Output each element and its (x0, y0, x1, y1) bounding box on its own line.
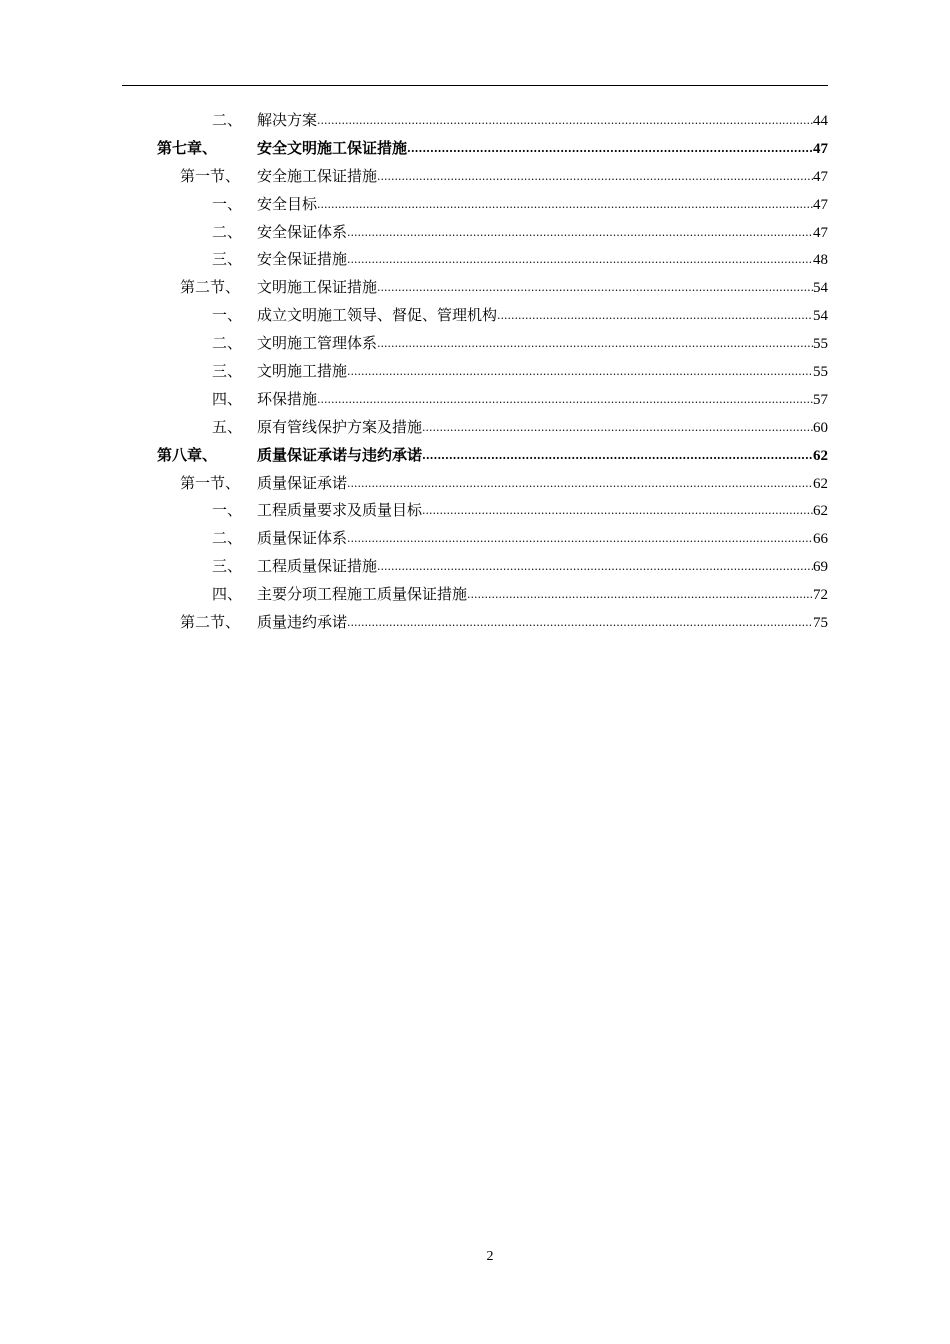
toc-entry-number: 一、 (212, 306, 243, 325)
toc-entry-page: 55 (813, 364, 828, 381)
toc-entry-page: 62 (813, 503, 828, 520)
toc-dot-leader (422, 442, 813, 470)
toc-entry-number: 一、 (212, 501, 243, 520)
toc-entry-number: 第二节、 (180, 613, 241, 632)
header-rule (122, 85, 828, 86)
toc-entry-item[interactable] (0, 358, 950, 386)
toc-entry-title: 文明施工措施 (257, 362, 348, 381)
toc-entry-line (257, 470, 828, 499)
toc-entry-page: 72 (813, 587, 828, 604)
toc-entry-title: 质量保证承诺 (257, 473, 348, 492)
toc-entry-page: 44 (813, 113, 828, 129)
toc-entry-line (257, 274, 828, 303)
toc-entry-line (257, 386, 828, 415)
toc-dot-leader (347, 358, 813, 386)
toc-entry-item[interactable] (0, 191, 950, 219)
toc-entry-number: 一、 (212, 194, 243, 213)
toc-entry-page: 47 (813, 196, 828, 213)
toc-entry-chapter[interactable] (0, 135, 950, 163)
toc-entry-line (257, 442, 828, 471)
toc-entry-line (257, 302, 828, 331)
toc-entry-number: 二、 (212, 111, 243, 129)
toc-entry-section[interactable] (0, 163, 950, 191)
toc-dot-leader (422, 414, 813, 442)
toc-entry-title: 原有管线保护方案及措施 (257, 417, 423, 436)
toc-entry-section[interactable] (0, 274, 950, 302)
toc-entry-line (257, 330, 828, 359)
toc-entry-number: 五、 (212, 417, 243, 436)
toc-entry-title: 工程质量要求及质量目标 (257, 501, 423, 520)
toc-entry-page: 62 (813, 475, 828, 492)
toc-entry-title: 质量保证体系 (257, 529, 348, 548)
toc-entry-number: 四、 (212, 585, 243, 604)
toc-entry-number: 三、 (212, 557, 243, 576)
toc-dot-leader (407, 135, 813, 163)
toc-entry-section[interactable] (0, 609, 950, 637)
toc-entry-page: 47 (813, 140, 828, 157)
toc-entry-line (257, 191, 828, 220)
page-number: 2 (486, 1249, 494, 1264)
toc-entry-item[interactable] (0, 330, 950, 358)
toc-entry-item[interactable] (0, 246, 950, 274)
toc-entry-page: 62 (813, 447, 828, 464)
toc-entry-number: 二、 (212, 334, 243, 353)
toc-entry-page: 47 (813, 168, 828, 185)
toc-entry-item[interactable] (0, 219, 950, 247)
toc-entry-page: 69 (813, 559, 828, 576)
toc-entry-line (257, 246, 828, 275)
toc-dot-leader (347, 219, 813, 247)
toc-entry-item[interactable] (0, 302, 950, 330)
toc-dot-leader (317, 107, 813, 135)
toc-dot-leader (377, 274, 813, 302)
toc-entry-title: 安全施工保证措施 (257, 166, 378, 185)
toc-dot-leader (422, 497, 813, 525)
toc-entry-line (257, 553, 828, 582)
toc-entry-line (257, 107, 828, 136)
toc-entry-title: 成立文明施工领导、督促、管理机构 (257, 306, 498, 325)
toc-entry-title: 工程质量保证措施 (257, 557, 378, 576)
toc-entry-section[interactable] (0, 470, 950, 498)
toc-entry-title: 质量保证承诺与违约承诺 (257, 445, 423, 464)
toc-entry-title: 安全保证措施 (257, 250, 348, 269)
toc-entry-line (257, 414, 828, 443)
toc-entry-page: 47 (813, 224, 828, 241)
toc-entry-line (257, 219, 828, 248)
toc-entry-chapter[interactable] (0, 442, 950, 470)
toc-entry-title: 文明施工管理体系 (257, 334, 378, 353)
toc-dot-leader (377, 553, 813, 581)
toc-dot-leader (347, 470, 813, 498)
toc-dot-leader (377, 330, 813, 358)
toc-dot-leader (467, 581, 813, 609)
toc-entry-item[interactable] (0, 386, 950, 414)
toc-entry-number: 第七章、 (157, 138, 218, 157)
toc-entry-line (257, 525, 828, 554)
toc-entry-line (257, 135, 828, 164)
toc-entry-page: 54 (813, 280, 828, 297)
toc-entry-page: 55 (813, 336, 828, 353)
toc-dot-leader (347, 525, 813, 553)
toc-entry-item[interactable] (0, 525, 950, 553)
toc-entry-item[interactable] (0, 553, 950, 581)
toc-dot-leader (317, 386, 813, 414)
toc-entry-page: 57 (813, 391, 828, 408)
toc-entry-number: 第八章、 (157, 445, 218, 464)
toc-entry-title: 文明施工保证措施 (257, 278, 378, 297)
toc-dot-leader (347, 246, 813, 274)
toc-entry-number: 三、 (212, 250, 243, 269)
toc-entry-title: 解决方案 (257, 111, 318, 129)
toc-entry-number: 三、 (212, 362, 243, 381)
toc-entry-title: 安全目标 (257, 194, 318, 213)
toc-entry-number: 第一节、 (180, 166, 241, 185)
toc-entry-number: 二、 (212, 529, 243, 548)
toc-entry-line (257, 609, 828, 638)
toc-dot-leader (377, 163, 813, 191)
toc-entry-title: 安全文明施工保证措施 (257, 138, 408, 157)
toc-entry-item[interactable] (0, 581, 950, 609)
toc-entry-page: 75 (813, 615, 828, 632)
toc-entry-number: 第二节、 (180, 278, 241, 297)
toc-entry-title: 质量违约承诺 (257, 613, 348, 632)
toc-entry-line (257, 358, 828, 387)
toc-entry-page: 54 (813, 308, 828, 325)
toc-entry-line (257, 581, 828, 610)
toc-entry-item[interactable] (0, 107, 950, 135)
table-of-contents (0, 107, 950, 637)
toc-entry-title: 主要分项工程施工质量保证措施 (257, 585, 468, 604)
toc-entry-number: 第一节、 (180, 473, 241, 492)
toc-entry-item[interactable] (0, 414, 950, 442)
toc-entry-page: 48 (813, 252, 828, 269)
toc-entry-title: 安全保证体系 (257, 222, 348, 241)
toc-entry-line (257, 497, 828, 526)
toc-dot-leader (497, 302, 813, 330)
toc-entry-page: 66 (813, 531, 828, 548)
toc-entry-number: 四、 (212, 389, 243, 408)
toc-entry-line (257, 163, 828, 192)
toc-entry-title: 环保措施 (257, 389, 318, 408)
toc-entry-page: 60 (813, 419, 828, 436)
toc-entry-number: 二、 (212, 222, 243, 241)
toc-dot-leader (347, 609, 813, 637)
toc-dot-leader (317, 191, 813, 219)
toc-entry-item[interactable] (0, 497, 950, 525)
